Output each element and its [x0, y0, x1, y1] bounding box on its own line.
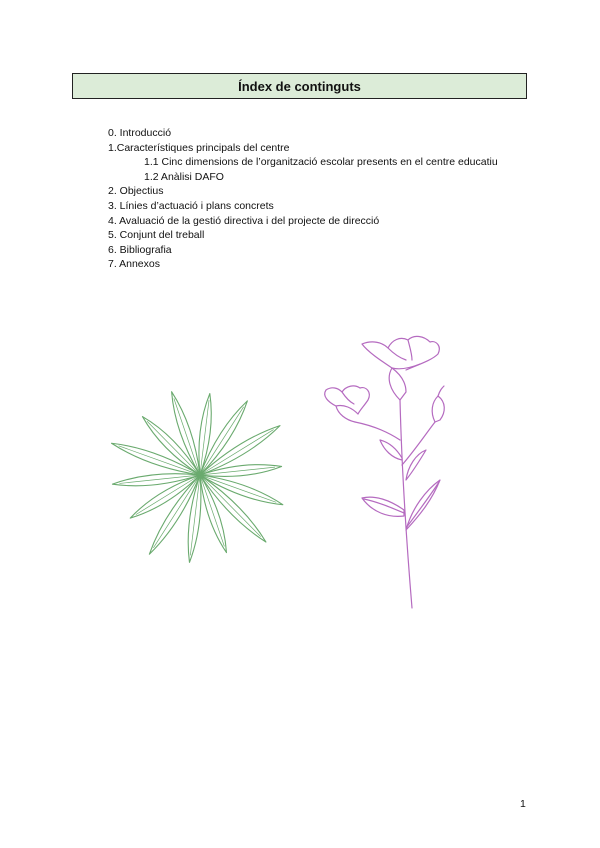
toc-entry: 3. Línies d’actuació i plans concrets — [108, 199, 274, 212]
leaflet-vein — [200, 475, 261, 537]
flower-sprig-drawing — [325, 336, 445, 608]
toc-entry: 4. Avaluació de la gestió directiva i del projecte de direcció — [108, 214, 380, 227]
leaflet-vein — [200, 407, 244, 475]
toc-entry: 6. Bibliografia — [108, 243, 172, 256]
toc-entry: 5. Conjunt del treball — [108, 229, 205, 242]
toc-entry: 7. Annexos — [108, 258, 160, 271]
table-of-contents — [108, 126, 498, 272]
palmate-leaf-drawing — [112, 392, 283, 563]
leaflet-vein — [147, 421, 200, 475]
leaflet-vein — [200, 475, 276, 502]
botanical-illustration — [100, 330, 460, 620]
leaflet-vein — [119, 446, 200, 475]
page-number: 1 — [520, 798, 526, 810]
toc-subentry: 1.1 Cinc dimensions de l’organització escolar presents en el centre educatiu — [144, 156, 498, 169]
toc-title-box — [72, 73, 527, 99]
toc-entry: 1.Característiques principals del centre — [108, 141, 290, 154]
toc-entry: 2. Objectius — [108, 185, 164, 198]
leaflet-vein — [153, 475, 200, 548]
toc-entry: 0. Introducció — [108, 127, 172, 139]
toc-title: Índex de continguts — [238, 78, 361, 94]
toc-subentry: 1.2 Anàlisi DAFO — [144, 170, 224, 183]
leaflet-vein — [200, 475, 224, 546]
